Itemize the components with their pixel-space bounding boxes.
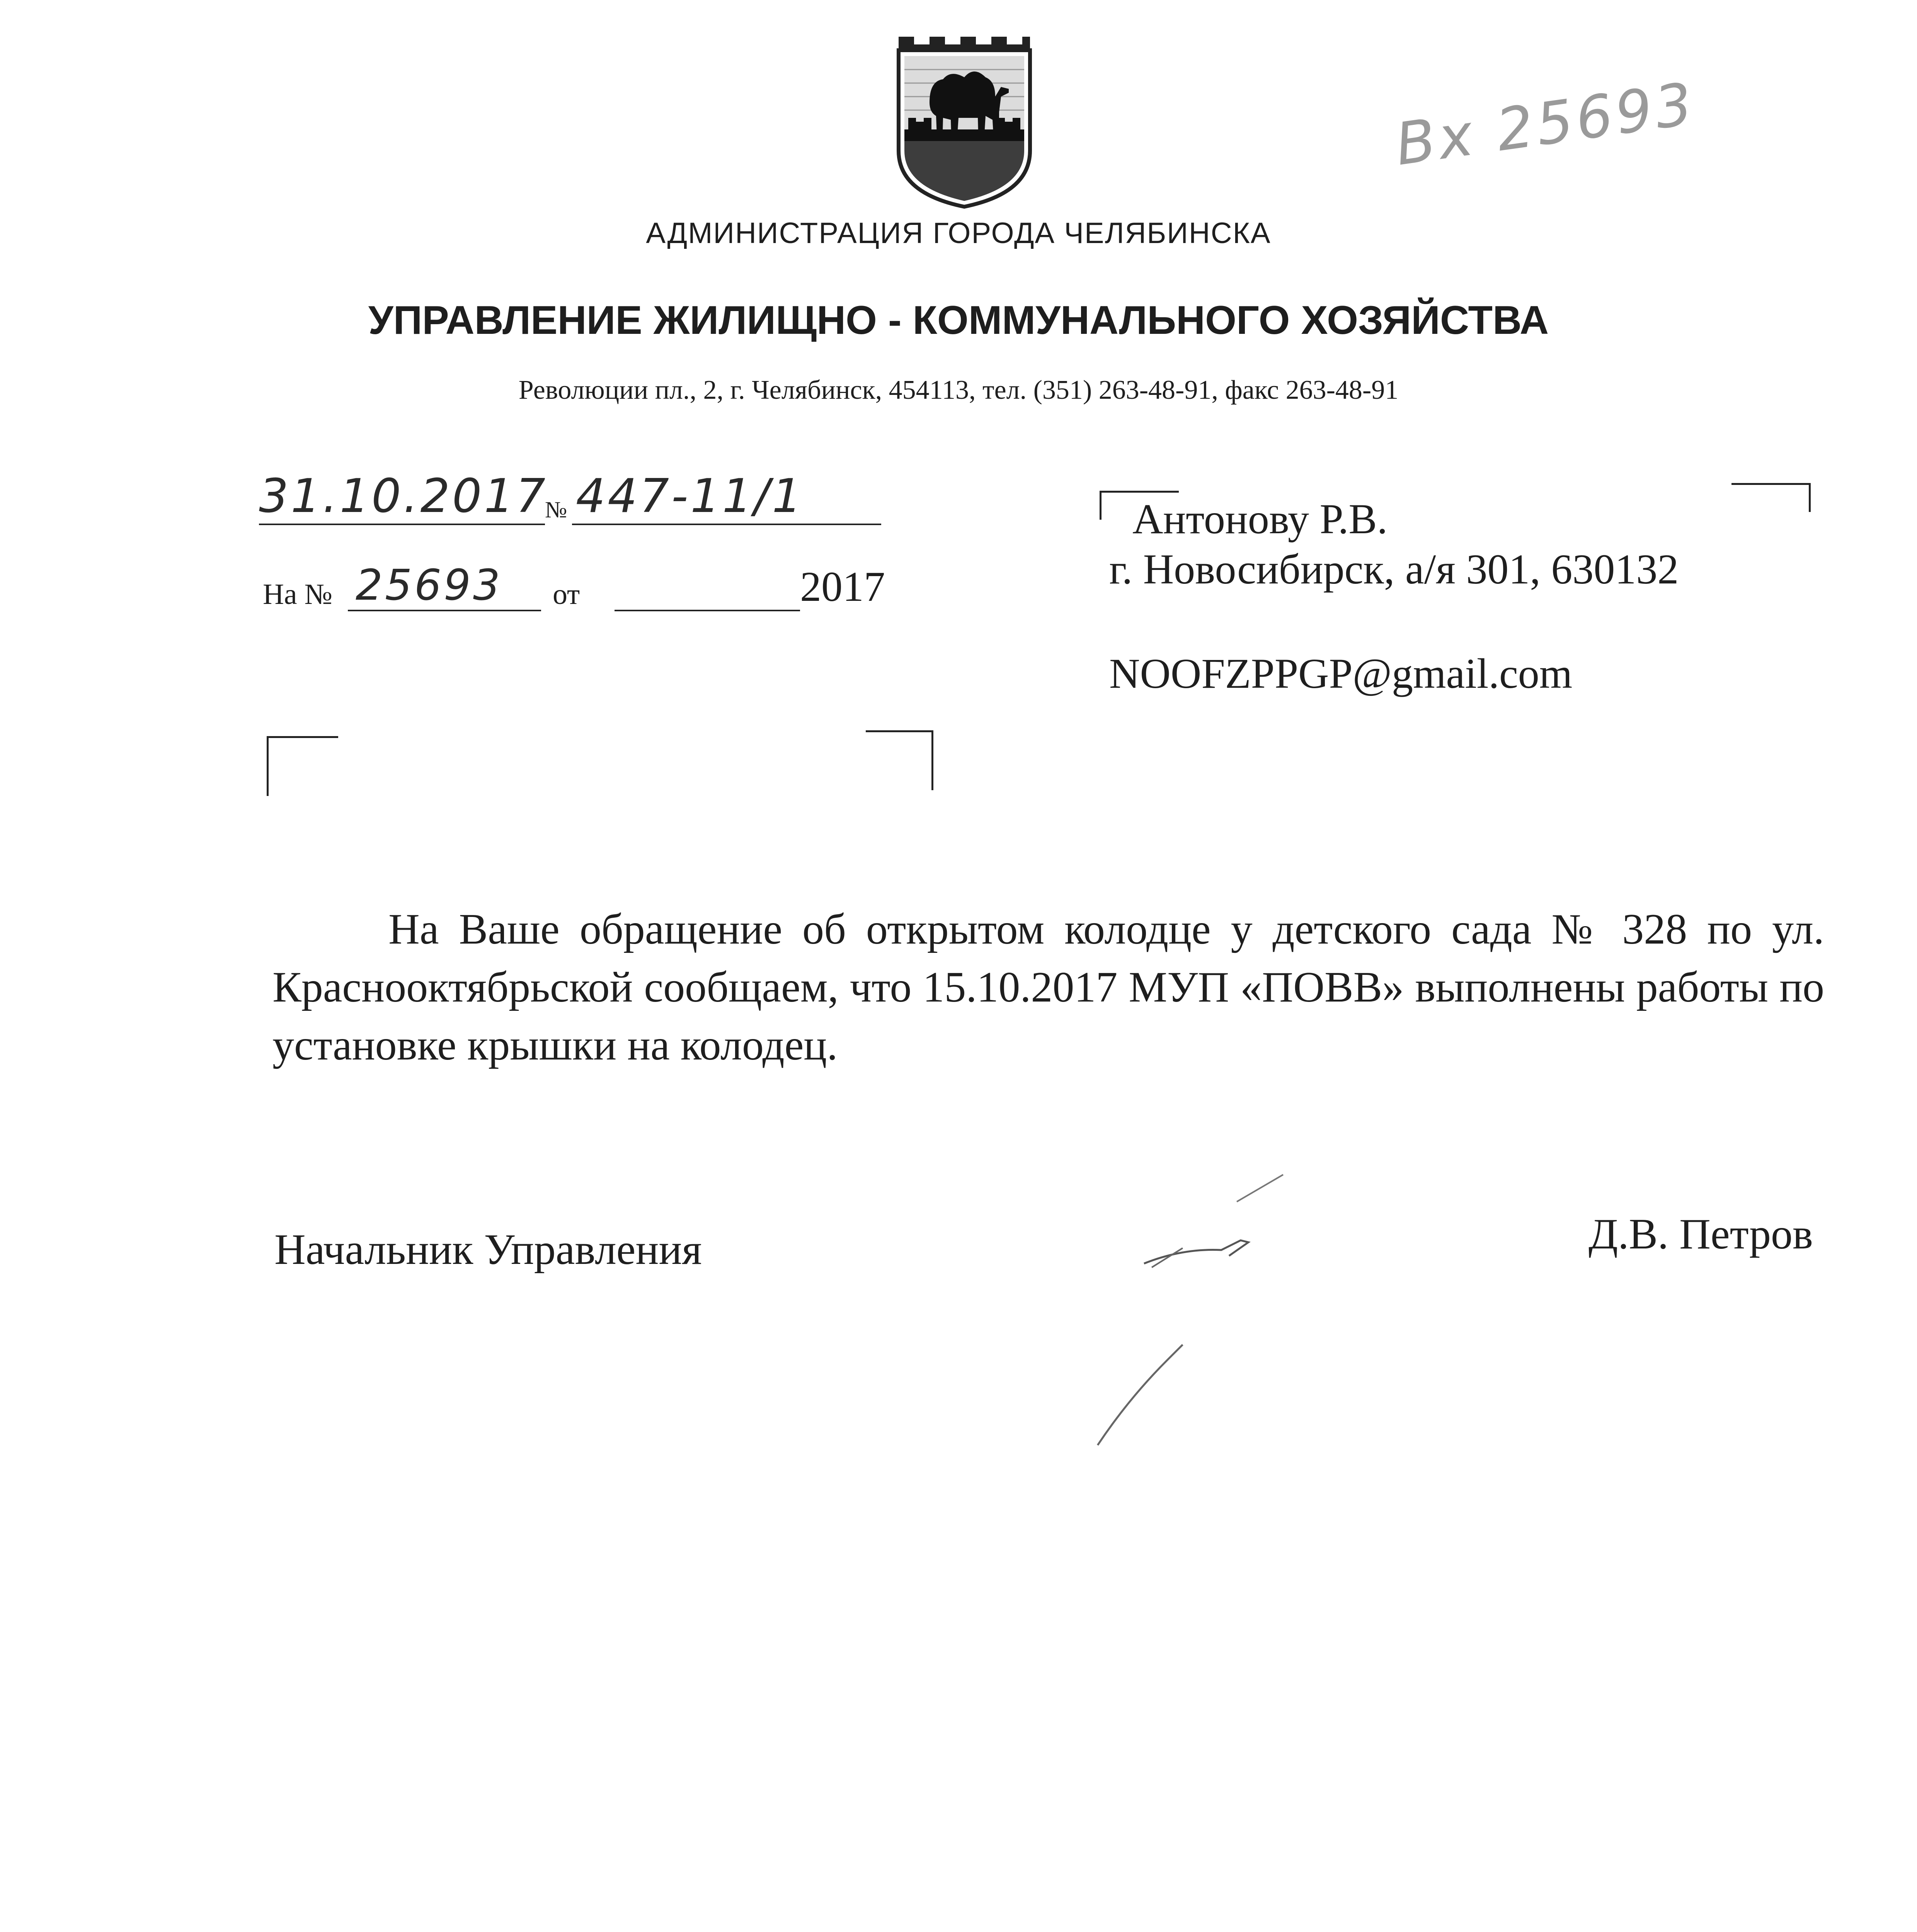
outgoing-date-underline	[259, 524, 545, 525]
signatory-name: Д.В. Петров	[1588, 1210, 1813, 1258]
reply-year: 2017	[800, 563, 885, 610]
outgoing-number: 447-11/1	[576, 469, 804, 523]
number-label: №	[545, 497, 567, 522]
addressee-name: Антонову Р.В.	[1132, 495, 1388, 543]
administration-name: АДМИНИСТРАЦИЯ ГОРОДА ЧЕЛЯБИНСКА	[646, 217, 1271, 250]
city-coat-of-arms-icon	[893, 35, 1036, 209]
addressee-address: г. Новосибирск, а/я 301, 630132	[1109, 546, 1679, 593]
department-address: Революции пл., 2, г. Челябинск, 454113, тел. (351) 263-48-91, факс 263-48-91	[518, 375, 1399, 405]
department-name: УПРАВЛЕНИЕ ЖИЛИЩНО - КОММУНАЛЬНОГО ХОЗЯЙСТВА	[368, 298, 1549, 343]
addressee-email: NOOFZPPGP@gmail.com	[1109, 650, 1573, 697]
subject-corner-mark-left	[267, 736, 338, 796]
addressee-corner-mark-right	[1731, 483, 1811, 512]
reply-number-underline	[348, 610, 541, 611]
reply-from-label: от	[553, 578, 580, 611]
reply-to-label: На №	[263, 578, 333, 611]
outgoing-number-underline	[572, 524, 881, 525]
signatory-position: Начальник Управления	[274, 1226, 702, 1274]
reply-date-underline	[615, 610, 800, 611]
letter-body: На Ваше обращение об открытом колодце у детского сада № 328 по ул. Краснооктябрьской сообщаем, что 15.10.2017 МУП «ПОВВ» выполнены работы по установке крышки на колодец.	[272, 905, 1824, 1069]
incoming-registration-stamp: Вх 25693	[1391, 70, 1700, 179]
outgoing-date: 31.10.2017	[259, 469, 548, 523]
handwritten-signature	[1082, 1151, 1411, 1461]
subject-corner-mark-right	[866, 730, 933, 790]
reply-to-number: 25693	[356, 560, 502, 610]
